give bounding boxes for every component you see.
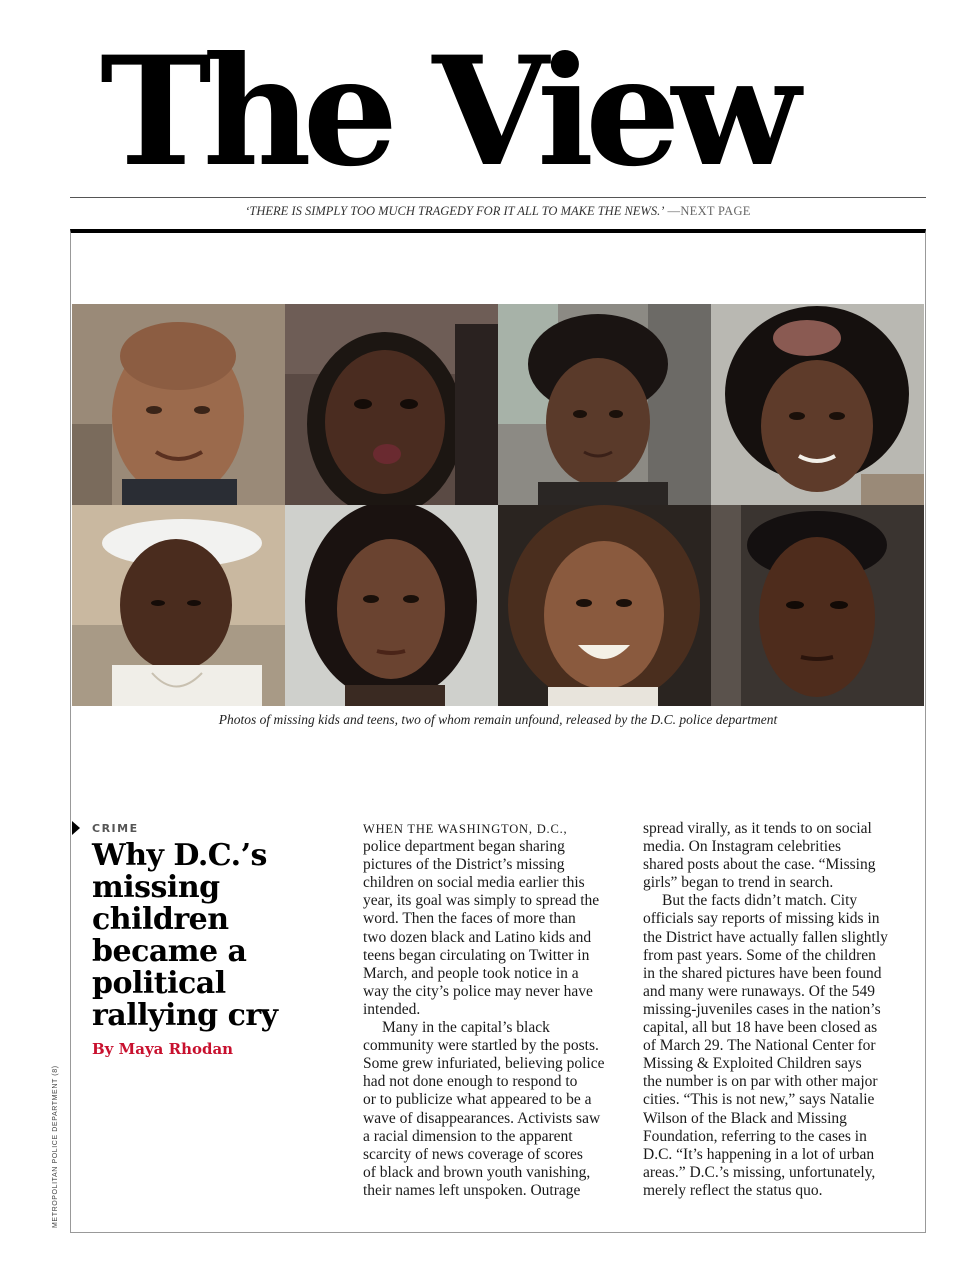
- article-line: areas.” D.C.’s missing, unfortunately,: [643, 1163, 876, 1181]
- photo-caption: Photos of missing kids and teens, two of whom remain unfound, released by the D.C. police department: [218, 712, 778, 727]
- article-line: the District have actually fallen slightly: [643, 928, 888, 946]
- article-line: police department began sharing: [363, 838, 565, 856]
- missing-child-photo-5: [72, 505, 285, 706]
- article-line: cities. “This is not new,” says Natalie: [643, 1091, 875, 1109]
- tagline-source[interactable]: —NEXT PAGE: [667, 204, 751, 218]
- masthead-title: The View: [100, 30, 792, 195]
- article-byline[interactable]: By Maya Rhodan: [92, 1040, 234, 1058]
- section-marker-icon: [72, 821, 80, 835]
- article-line: wave of disappearances. Activists saw: [363, 1109, 601, 1127]
- article-line: year, its goal was simply to spread the: [363, 892, 600, 910]
- article-column-1: [363, 820, 625, 1200]
- article-line: merely reflect the status quo.: [643, 1181, 823, 1199]
- tagline: [70, 204, 926, 219]
- article-line: teens began circulating on Twitter in: [363, 946, 590, 964]
- article-line: or to publicize what appeared to be a: [363, 1091, 592, 1109]
- article-headline: Why D.C.’s missing children became a political rallying cry: [92, 838, 278, 1033]
- article-line: children on social media earlier this: [363, 874, 585, 892]
- article-line: Many in the capital’s black: [382, 1019, 550, 1037]
- article-line: of black and brown youth vanishing,: [363, 1163, 591, 1181]
- article-line: a racial dimension to the apparent: [363, 1127, 573, 1145]
- article-line: way the city’s police may never have: [363, 982, 593, 1000]
- article-line: Wilson of the Black and Missing: [643, 1109, 847, 1127]
- article-line: Some grew infuriated, believing police: [363, 1055, 605, 1073]
- article-line: Foundation, referring to the cases in: [643, 1127, 867, 1145]
- article-line: Missing & Exploited Children says: [643, 1055, 862, 1073]
- photo-grid: [72, 304, 924, 706]
- article-line: in the shared pictures have been found: [643, 964, 882, 982]
- missing-child-photo-8: [711, 505, 924, 706]
- article-line: and many were runaways. Of the 549: [643, 982, 875, 1000]
- article-line: spread virally, as it tends to on social: [643, 820, 872, 837]
- article-line: had not done enough to respond to: [363, 1073, 578, 1091]
- article-line: media. On Instagram celebrities: [643, 838, 841, 856]
- article-line: officials say reports of missing kids in: [643, 910, 880, 928]
- article-column-2: [643, 820, 905, 1200]
- article-line: capital, all but 18 have been closed as: [643, 1019, 878, 1037]
- masthead-rule: [70, 197, 926, 198]
- article-line: pictures of the District’s missing: [363, 856, 565, 874]
- article-line: shared posts about the case. “Missing: [643, 856, 876, 874]
- article-line: scarcity of news coverage of scores: [363, 1145, 583, 1163]
- article-line: from past years. Some of the children: [643, 946, 876, 964]
- article-line: D.C. “It’s happening in a lot of urban: [643, 1145, 875, 1163]
- missing-child-photo-7: [498, 505, 711, 706]
- article-line: their names left unspoken. Outrage: [363, 1181, 581, 1199]
- tagline-quote: ‘THERE IS SIMPLY TOO MUCH TRAGEDY FOR IT ALL TO MAKE THE NEWS.’: [245, 204, 665, 218]
- article-lead-in: WHEN THE WASHINGTON, D.C.,: [363, 822, 568, 836]
- missing-child-photo-3: [498, 304, 711, 505]
- article-line: two dozen black and Latino kids and: [363, 928, 592, 946]
- article-line: word. Then the faces of more than: [363, 910, 576, 928]
- article-line: of March 29. The National Center for: [643, 1037, 876, 1055]
- missing-child-photo-6: [285, 505, 498, 706]
- missing-child-photo-2: [285, 304, 498, 505]
- article-line: intended.: [363, 1000, 421, 1018]
- article-line: the number is on par with other major: [643, 1073, 878, 1091]
- article-line: But the facts didn’t match. City: [662, 892, 858, 910]
- missing-child-photo-1: [72, 304, 285, 505]
- article-line: March, and people took notice in a: [363, 964, 579, 982]
- article-line: girls” began to trend in search.: [643, 874, 834, 892]
- photo-credit: METROPOLITAN POLICE DEPARTMENT (8): [52, 1065, 59, 1228]
- section-kicker: CRIME: [92, 822, 139, 835]
- missing-child-photo-4: [711, 304, 924, 505]
- article-line: missing-juveniles cases in the nation’s: [643, 1000, 881, 1018]
- article-line: community were startled by the posts.: [363, 1037, 599, 1055]
